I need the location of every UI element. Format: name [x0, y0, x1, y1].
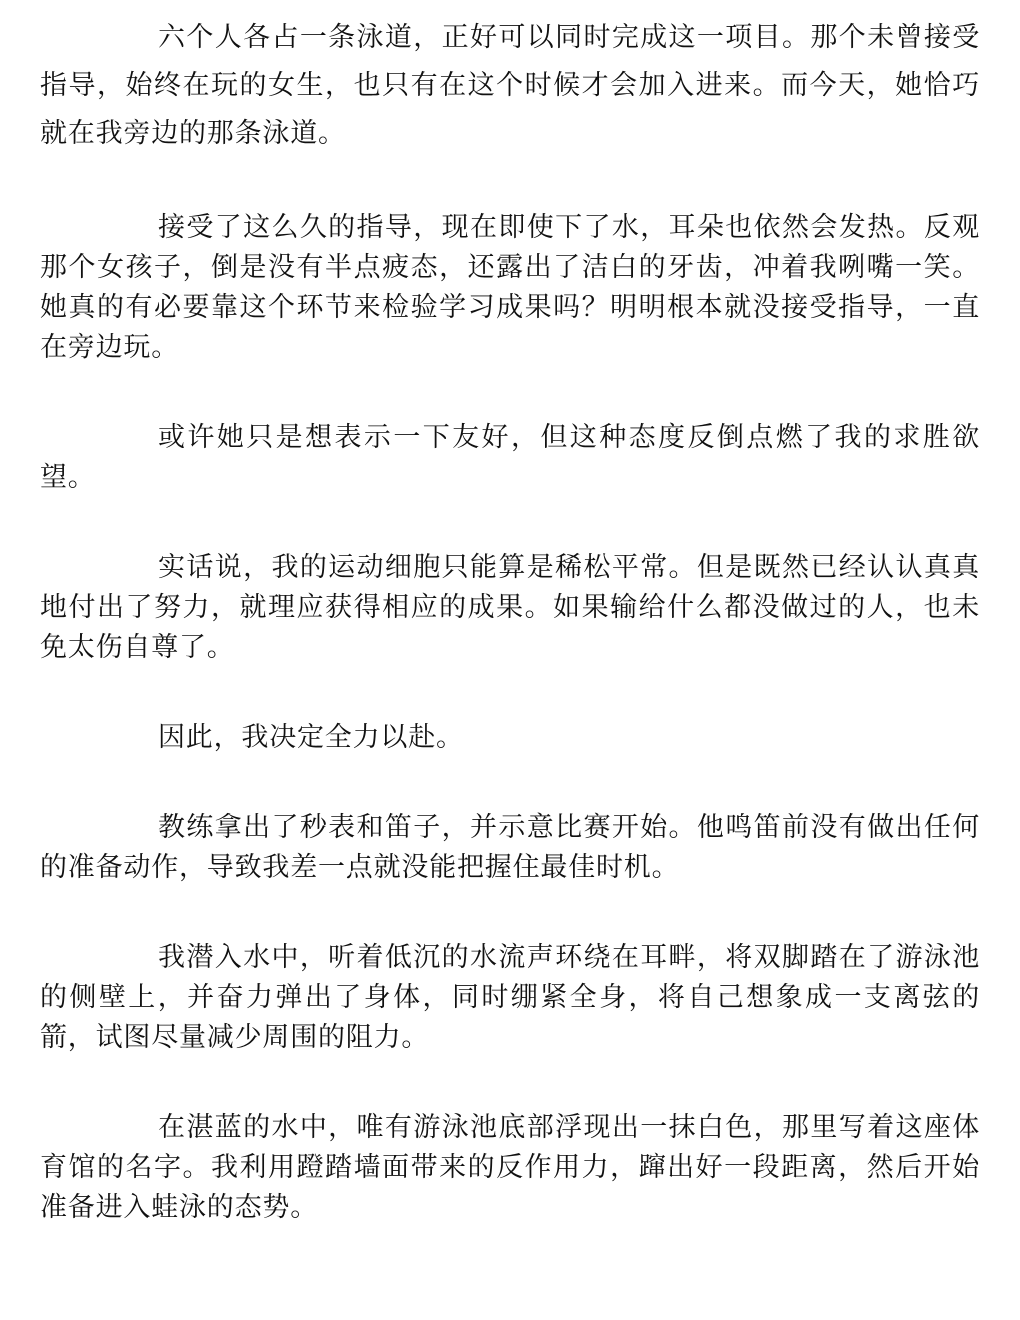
paragraph: 实话说，我的运动细胞只能算是稀松平常。但是既然已经认认真真地付出了努力，就理应获得相应的成果。如果输给什么都没做过的人，也未免太伤自尊了。: [40, 552, 980, 663]
paragraph: 六个人各占一条泳道，正好可以同时完成这一项目。那个未曾接受指导，始终在玩的女生，也只有在这个时候才会加入进来。而今天，她恰巧就在我旁边的那条泳道。: [40, 22, 980, 149]
paragraph: 教练拿出了秒表和笛子，并示意比赛开始。他鸣笛前没有做出任何的准备动作，导致我差一点就没能把握住最佳时机。: [40, 812, 980, 883]
paragraph: 我潜入水中，听着低沉的水流声环绕在耳畔，将双脚踏在了游泳池的侧壁上，并奋力弹出了身体，同时绷紧全身，将自己想象成一支离弦的箭，试图尽量减少周围的阻力。: [40, 942, 980, 1053]
paragraph: 因此，我决定全力以赴。: [158, 722, 464, 753]
paragraph: 接受了这么久的指导，现在即使下了水，耳朵也依然会发热。反观那个女孩子，倒是没有半点疲态，还露出了洁白的牙齿，冲着我咧嘴一笑。她真的有必要靠这个环节来检验学习成果吗？明明根本就没接受指导，一直在旁边玩。: [40, 212, 980, 363]
paragraph: 在湛蓝的水中，唯有游泳池底部浮现出一抹白色，那里写着这座体育馆的名字。我利用蹬踏墙面带来的反作用力，蹿出好一段距离，然后开始准备进入蛙泳的态势。: [40, 1112, 980, 1223]
paragraph: 或许她只是想表示一下友好，但这种态度反倒点燃了我的求胜欲望。: [40, 422, 980, 493]
document-page: [40, 14, 980, 1228]
